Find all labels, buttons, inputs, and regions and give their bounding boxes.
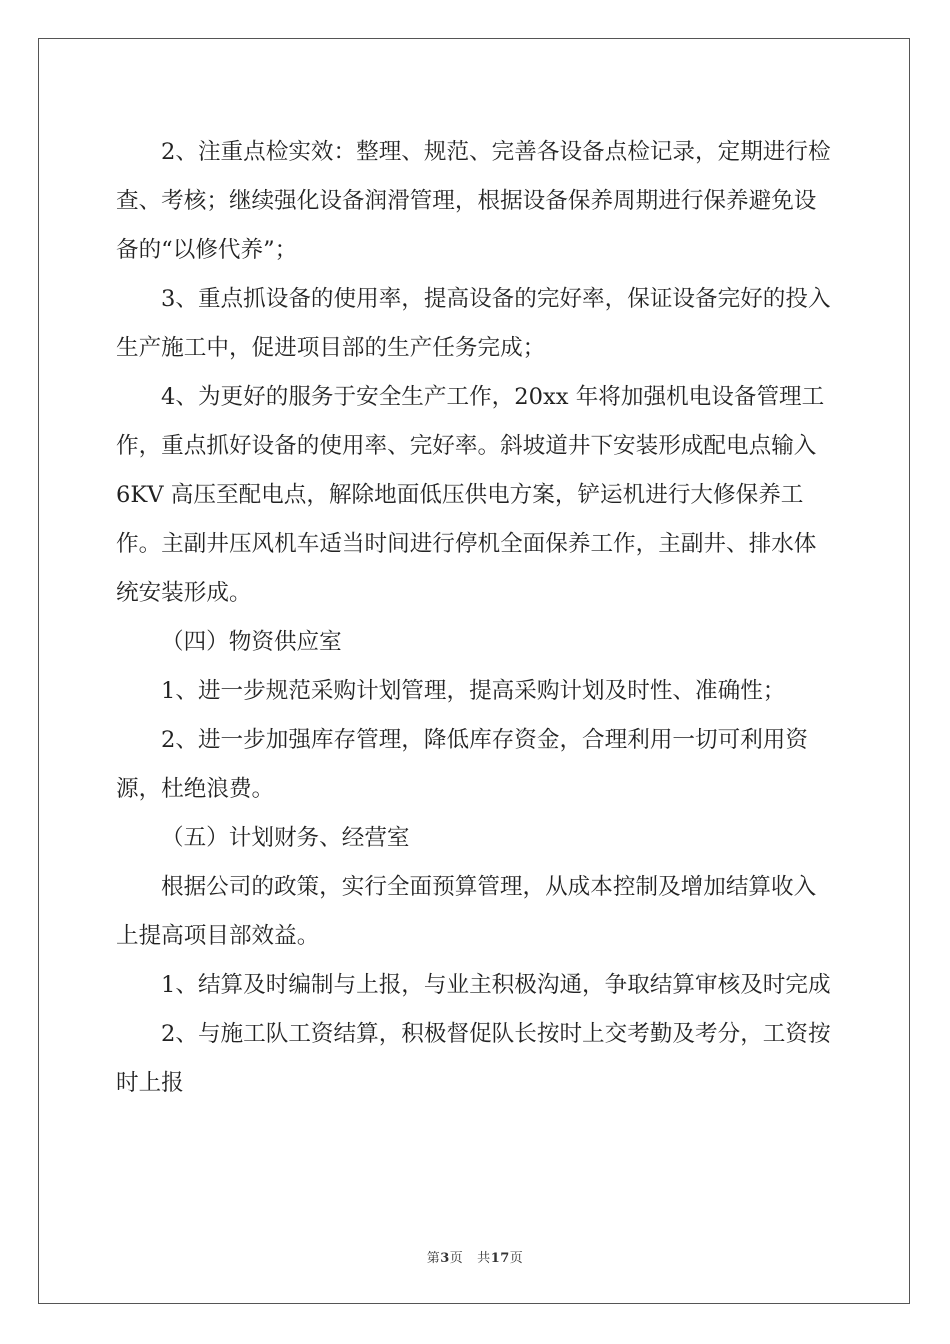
paragraph-usage-rate: 3、重点抓设备的使用率，提高设备的完好率，保证设备完好的投入生产施工中，促进项目部的生产任务完成； — [116, 286, 831, 361]
page-number: 3 — [440, 1251, 450, 1266]
paragraph-inspection: 2、注重点检实效：整理、规范、完善各设备点检记录，定期进行检查、考核；继续强化设备润滑管理，根据设备保养周期进行保养避免设备的“以修代养”； — [116, 139, 831, 263]
paragraph-electromechanical: 4、为更好的服务于安全生产工作，20xx 年将加强机电设备管理工作，重点抓好设备的使用率、完好率。斜坡道井下安装形成配电点输入 6KV 高压至配电点，解除地面低压供电方案，铲运机进行大修保养工作。主副井压风机车适当时间进行停机全面保养工作，主副井、排水体统安装形成。 — [116, 384, 825, 606]
paragraph-inventory: 2、进一步加强库存管理，降低库存资金，合理利用一切可利用资源，杜绝浪费。 — [116, 727, 808, 802]
document-body — [116, 128, 836, 1108]
paragraph-procurement: 1、进一步规范采购计划管理，提高采购计划及时性、准确性； — [161, 678, 786, 704]
page-prefix: 第 — [426, 1251, 441, 1266]
total-pages: 17 — [490, 1251, 510, 1266]
section-heading-supply: （四）物资供应室 — [161, 629, 342, 655]
page-suffix: 页 — [449, 1251, 464, 1266]
page-footer — [0, 1247, 950, 1266]
total-suffix: 页 — [509, 1251, 524, 1266]
paragraph-settlement: 1、结算及时编制与上报，与业主积极沟通，争取结算审核及时完成 — [161, 972, 831, 998]
paragraph-wages: 2、与施工队工资结算，积极督促队长按时上交考勤及考分，工资按时上报 — [116, 1021, 831, 1096]
total-prefix: 共 — [477, 1251, 491, 1266]
section-heading-finance: （五）计划财务、经营室 — [161, 825, 410, 851]
paragraph-budget: 根据公司的政策，实行全面预算管理，从成本控制及增加结算收入上提高项目部效益。 — [116, 874, 817, 949]
